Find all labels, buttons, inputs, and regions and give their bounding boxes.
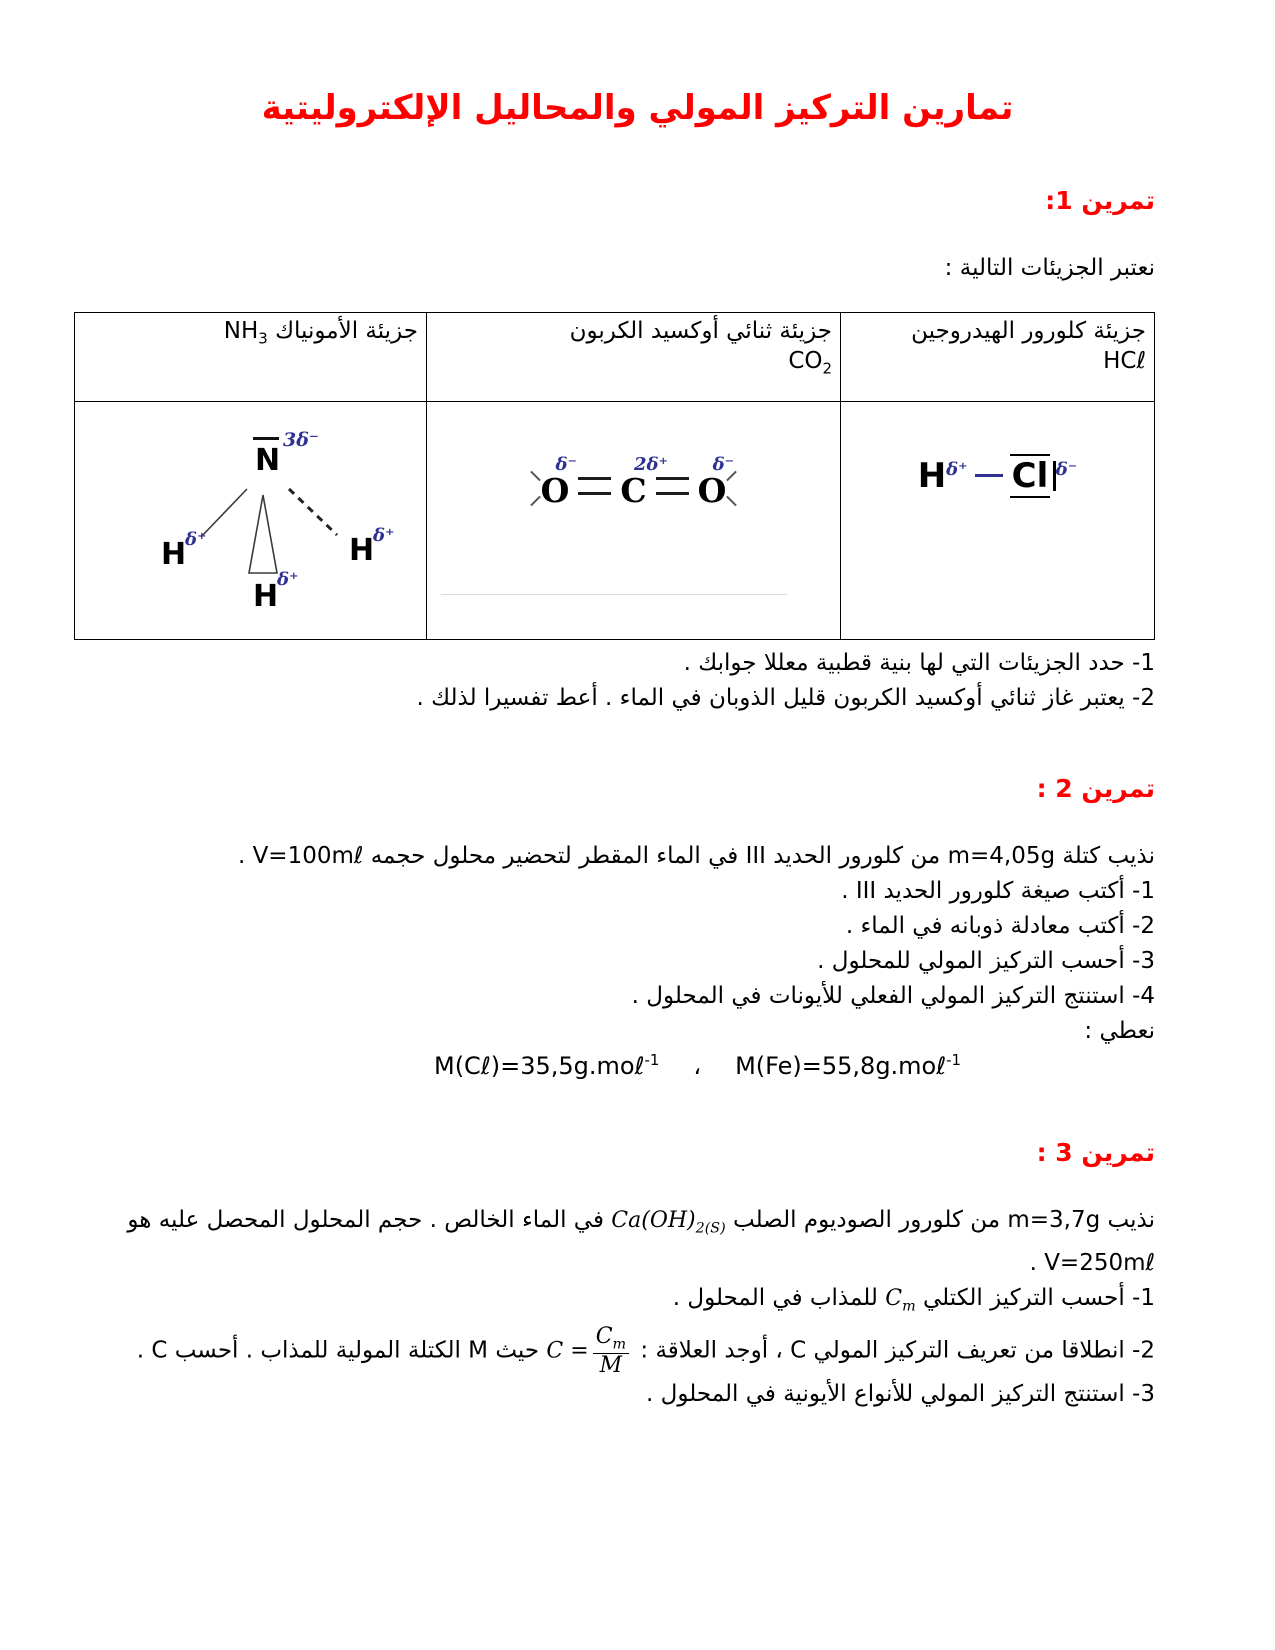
mass-concentration-symbol [885, 1281, 915, 1324]
co2-formula-base: CO [788, 348, 823, 374]
hydrogen-bottom-charge: δ⁺ [277, 569, 299, 590]
table-diagram-row [75, 402, 1155, 640]
cm-base: C [885, 1286, 903, 1312]
nh3-bonds [83, 403, 418, 638]
exercise1-intro: نعتبر الجزيئات التالية : [944, 255, 1155, 281]
exercise2-intro: نذيب كتلة m=4,05g من كلورور الحديد III في الماء المقطر لتحضير محلول حجمه V=100mℓ . [237, 843, 1155, 869]
oxygen-right-charge: δ⁻ [712, 454, 735, 475]
oxygen-left-group [540, 454, 578, 510]
values-separator: ، [693, 1052, 702, 1080]
hcl-molecule-diagram [841, 456, 1154, 586]
oxygen-left-charge: δ⁻ [555, 454, 578, 475]
nh3-formula-base: NH [223, 318, 259, 344]
hydrogen-right-charge: δ⁺ [373, 525, 395, 546]
chlorine-group [1010, 456, 1056, 496]
concentration-equation [546, 1325, 633, 1377]
page-title: تمارين التركيز المولي والمحاليل الإلكتروليتية [261, 88, 1014, 128]
nh3-diagram-cell [75, 402, 427, 640]
carbon-atom: C [620, 471, 647, 510]
molar-mass-fe [735, 1051, 961, 1080]
exercise3-intro-text-after: في الماء الخالص . حجم المحلول المحصل عليه هو V=250mℓ . [127, 1207, 1155, 1277]
item1-text-after: للمذاب في المحلول . [672, 1285, 878, 1312]
fraction-denominator: M [599, 1353, 623, 1379]
item2-text-after: حيث M الكتلة المولية للمذاب . أحسب C . [136, 1337, 540, 1364]
formula-subscript: 2(S) [695, 1220, 726, 1237]
co2-molecule-diagram [427, 445, 840, 596]
nitrogen-charge: 3δ⁻ [283, 429, 319, 451]
hcl-diagram-cell [841, 402, 1155, 640]
header-hcl-formula: HCℓ [1103, 348, 1146, 374]
nh3-molecule-diagram [83, 403, 418, 638]
exercise1-heading: تمرين 1: [1045, 186, 1155, 215]
exercise2-heading: تمرين 2 : [1036, 774, 1155, 803]
delta-plus-charge: δ⁺ [946, 458, 968, 480]
hydrogen-left-atom: H [161, 537, 187, 572]
co2-formula-subscript: 2 [822, 359, 832, 378]
cm-subscript: m [902, 1298, 916, 1315]
header-co2-title: جزيئة ثنائي أوكسيد الكربون [569, 318, 832, 344]
table-header-row [75, 313, 1155, 402]
oxygen-right-group [697, 454, 735, 510]
exercise2-item-3: 3- أحسب التركيز المولي للمحلول . [817, 948, 1155, 974]
co2-diagram-cell [427, 402, 841, 640]
molar-mass-cl-base: M(Cℓ)=35,5g.moℓ [433, 1052, 645, 1080]
double-bond-icon [656, 477, 689, 495]
exercise3-intro [120, 1203, 1155, 1281]
exercise2-item-2: 2- أكتب معادلة ذوبانه في الماء . [845, 913, 1155, 939]
lone-pair-tick-icon [530, 471, 541, 482]
carbon-charge: 2δ⁺ [634, 454, 669, 475]
exercise2-item-1: 1- أكتب صيغة كلورور الحديد III . [841, 878, 1155, 904]
delta-minus-charge: δ⁻ [1055, 458, 1078, 480]
equation-lhs: C [546, 1338, 564, 1364]
numerator-subscript: m [612, 1336, 627, 1353]
fraction [593, 1325, 629, 1377]
double-bond-icon [578, 477, 611, 495]
pasted-image-edge [441, 594, 787, 595]
molar-mass-cl-exponent: -1 [644, 1051, 660, 1069]
exercise3-intro-text-before: نذيب m=3,7g من كلورور الصوديوم الصلب [732, 1207, 1155, 1233]
fraction-numerator [593, 1325, 629, 1354]
item2-text-before: 2- انطلاقا من تعريف التركيز المولي C ، أوجد العلاقة : [640, 1337, 1155, 1364]
hydrogen-left-charge: δ⁺ [185, 529, 207, 550]
header-nh3-title: جزيئة الأمونياك [275, 318, 418, 344]
exercise1-question-2: 2- يعتبر غاز ثنائي أوكسيد الكربون قليل الذوبان في الماء . أعط تفسيرا لذلك . [416, 685, 1155, 711]
header-co2-formula [435, 346, 832, 384]
nitrogen-lone-pair-bar [253, 437, 279, 440]
covalent-bond [975, 474, 1003, 477]
oxygen-right-atom: O [697, 471, 727, 510]
exercise1-question-1: 1- حدد الجزيئات التي لها بنية قطبية معللا جوابك . [683, 650, 1155, 676]
nitrogen-atom: N [255, 443, 281, 478]
hydrogen-right-atom: H [349, 533, 375, 568]
lone-pair-tick-icon [530, 496, 541, 507]
carbon-group [620, 454, 669, 510]
oxygen-left-atom: O [540, 471, 570, 510]
header-hcl [841, 313, 1155, 402]
exercise3-heading: تمرين 3 : [1036, 1138, 1155, 1167]
molar-mass-fe-base: M(Fe)=55,8g.moℓ [735, 1052, 947, 1080]
header-co2 [427, 313, 841, 402]
exercise3-item-1 [120, 1281, 1155, 1324]
chlorine-atom: Cl [1011, 455, 1049, 496]
nh3-formula [223, 318, 268, 348]
lone-pair-line-icon [1053, 461, 1056, 491]
numerator-base: C [595, 1323, 613, 1349]
lone-pair-tick-icon [727, 496, 738, 507]
molar-mass-cl [434, 1051, 659, 1080]
molecules-table [74, 312, 1155, 640]
hydrogen-bottom-atom: H [253, 579, 279, 614]
formula-base: Ca(OH) [611, 1208, 696, 1233]
item1-text-before: 1- أحسب التركيز الكتلي [922, 1285, 1155, 1312]
header-nh3 [75, 313, 427, 402]
hydrogen-atom: H [917, 455, 947, 496]
exercise3-item-2 [120, 1325, 1155, 1377]
exercise2-item-4: 4- استنتج التركيز المولي الفعلي للأيونات في المحلول . [631, 983, 1155, 1009]
exercise2-given-label: نعطي : [1084, 1018, 1155, 1044]
exercise3-item-3: 3- استنتج التركيز المولي للأنواع الأيونية في المحلول . [646, 1381, 1155, 1408]
header-hcl-title: جزيئة كلورور الهيدروجين [911, 318, 1146, 344]
molar-masses-line [120, 1051, 1155, 1080]
molar-mass-fe-exponent: -1 [946, 1051, 961, 1069]
equals-sign: = [570, 1338, 589, 1364]
calcium-hydroxide-formula [611, 1203, 725, 1246]
nh3-formula-subscript: 3 [258, 329, 268, 348]
